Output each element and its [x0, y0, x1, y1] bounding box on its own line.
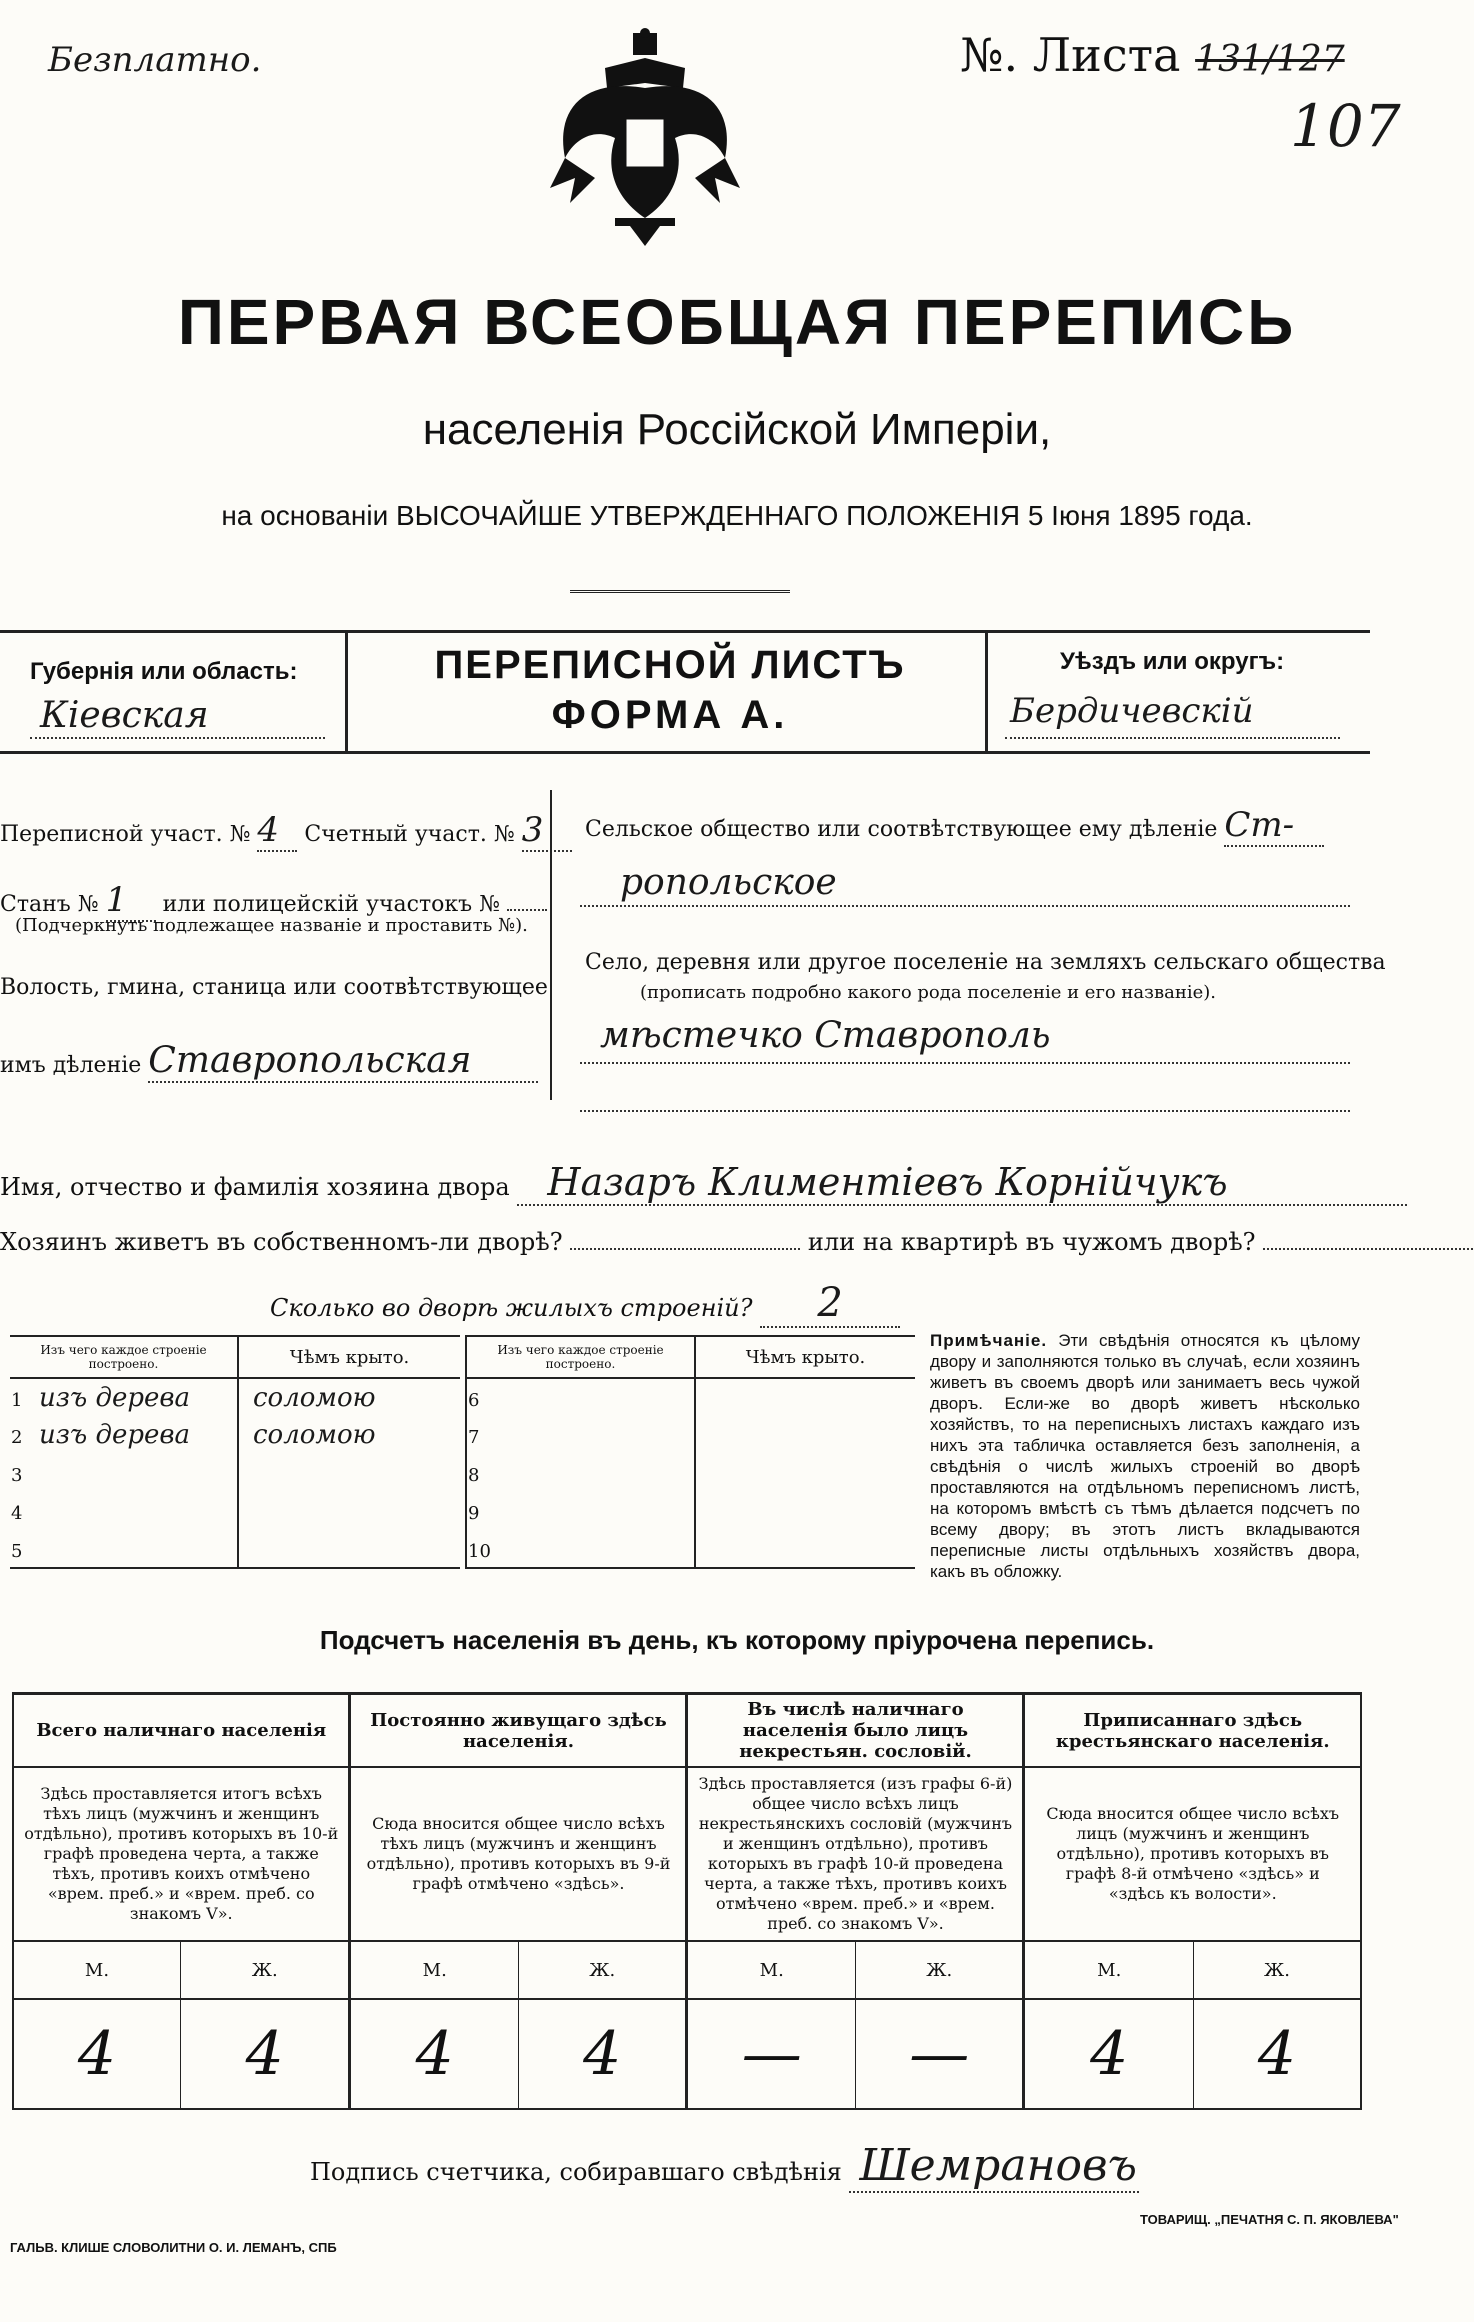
- form-title: ПЕРЕПИСНОЙ ЛИСТЪ: [434, 643, 906, 687]
- form-subtitle: ФОРМА А.: [551, 693, 789, 737]
- ornament-divider: [570, 590, 790, 607]
- buildings-value: 2: [760, 1280, 900, 1328]
- sheet-number-struck: 131/127: [1195, 39, 1345, 80]
- volost-value: Ставропольская: [148, 1040, 538, 1083]
- col-roof-header: Чѣмъ крыто.: [289, 1346, 410, 1368]
- building-row: [10, 1530, 460, 1568]
- col-material-header: Изъ чего каждое строеніе построено.: [10, 1336, 238, 1378]
- building-number: 2: [11, 1427, 23, 1448]
- summary-column-header: Всего наличнаго населенія: [13, 1694, 350, 1768]
- col-material-header: Изъ чего каждое строеніе построено.: [466, 1336, 695, 1378]
- volost-label-2: имъ дѣленіе: [0, 1053, 142, 1078]
- building-number: 8: [468, 1465, 480, 1486]
- building-number: 4: [11, 1503, 23, 1524]
- building-roof: соломою: [253, 1420, 376, 1450]
- free-mark: Безплатно.: [48, 40, 262, 80]
- building-material: изъ дерева: [39, 1420, 191, 1450]
- sheet-label: №. Листа: [960, 28, 1181, 82]
- footer-left: ГАЛЬВ. КЛИШЕ СЛОВОЛИТНИ О. И. ЛЕМАНЪ, СПБ: [10, 2240, 337, 2255]
- building-row: [466, 1378, 915, 1416]
- right-fields: [580, 790, 1386, 1120]
- census-subtitle: населенія Россійской Имперіи,: [422, 405, 1052, 454]
- col-roof-header: Чѣмъ крыто.: [745, 1346, 866, 1368]
- sheet-number-handwritten: 107: [1290, 92, 1401, 160]
- male-label: М.: [1024, 1941, 1194, 1999]
- obshchestvo-label: Сельское общество или соотвѣтствующее ему дѣленіе: [585, 817, 1218, 842]
- selo-value: мѣстечко Ставрополь: [600, 1015, 1051, 1056]
- summary-column-description: Здѣсь проставляется итогъ всѣхъ тѣхъ лицъ (мужчинъ и женщинъ отдѣльно), противъ которыхъ въ 10-й графѣ проведена черта, а также тѣхъ, противъ коихъ отмѣчено «врем. преб.» и «врем. преб. со знакомъ V».: [13, 1767, 350, 1941]
- female-label: Ж.: [1264, 1959, 1290, 1981]
- building-row: [466, 1416, 915, 1454]
- rent-label: или на квартирѣ въ чужомъ дворѣ?: [807, 1228, 1256, 1256]
- buildings-table-right: [465, 1335, 915, 1569]
- obshchestvo-value-1: Ст-: [1224, 805, 1324, 847]
- census-title: ПЕРВАЯ ВСЕОБЩАЯ ПЕРЕПИСЬ: [177, 286, 1297, 358]
- summary-column-description: Сюда вносится общее число всѣхъ тѣхъ лицъ (мужчинъ и женщинъ отдѣльно), противъ которыхъ въ 9-й графѣ отмѣчено «здѣсь».: [350, 1767, 687, 1941]
- selo-note: (прописать подробно какого рода поселеніе и его названіе).: [640, 982, 1216, 1003]
- male-count: —: [687, 1999, 856, 2109]
- sheet-number: [960, 28, 1345, 82]
- buildings-table-left: [10, 1335, 460, 1569]
- building-row: [10, 1454, 460, 1492]
- building-row: [466, 1454, 915, 1492]
- building-number: 3: [11, 1465, 23, 1486]
- schetny-uchast-label: Счетный участ. №: [304, 822, 515, 847]
- male-label: М.: [687, 1941, 856, 1999]
- female-count: 4: [1257, 2019, 1297, 2089]
- footer-right: ТОВАРИЩ. „ПЕЧАТНЯ С. П. ЯКОВЛЕВА": [1140, 2212, 1399, 2227]
- male-count: 4: [1024, 1999, 1194, 2109]
- building-number: 6: [468, 1389, 480, 1411]
- female-count: —: [855, 1999, 1024, 2109]
- female-label: Ж.: [180, 1941, 350, 1999]
- building-number: 7: [468, 1427, 480, 1448]
- building-number: 1: [11, 1389, 23, 1411]
- building-row: [10, 1416, 460, 1454]
- selo-label: Село, деревня или другое поселеніе на земляхъ сельскаго общества: [585, 950, 1386, 975]
- stan-value: 1: [106, 880, 156, 922]
- gubernia-label: Губернія или область:: [30, 658, 298, 685]
- police-uchastok-label: или полицейскій участокъ №: [162, 892, 500, 917]
- column-divider: [550, 790, 552, 1100]
- female-label: Ж.: [518, 1941, 687, 1999]
- summary-column-description: Сюда вносится общее число всѣхъ лицъ (мужчинъ и женщинъ отдѣльно), противъ которыхъ въ графѣ 8-й отмѣчено «здѣсь» и «здѣсь къ волости».: [1046, 1804, 1340, 1903]
- female-count: 4: [518, 1999, 687, 2109]
- building-row: [10, 1492, 460, 1530]
- underline-note: (Подчеркнуть подлежащее названіе и проставить №).: [15, 915, 528, 936]
- male-count: 4: [350, 1999, 519, 2109]
- stan-label: Станъ №: [0, 892, 99, 917]
- gubernia-value: Кіевская: [40, 695, 209, 736]
- form-header-box: [0, 630, 1370, 754]
- female-count: 4: [180, 1999, 350, 2109]
- summary-column-description: Здѣсь проставляется (изъ графы 6-й) общее число всѣхъ лицъ некрестьянскихъ сословій (мужчинъ и женщинъ отдѣльно), противъ которыхъ въ графѣ 10-й проведена черта, а также тѣхъ, противъ коихъ отмѣчено «врем. преб.» и «врем. преб. со знакомъ V».: [687, 1767, 1024, 1941]
- perepisnoy-uchast-value: 4: [257, 810, 297, 852]
- summary-title: Подсчетъ населенія въ день, къ которому пріурочена перепись.: [319, 1625, 1155, 1655]
- summary-column-header: Въ числѣ наличнаго населенія было лицъ некрестьян. сословій.: [687, 1694, 1024, 1768]
- building-number: 9: [468, 1503, 480, 1524]
- owner-name-value: Назаръ Климентіевъ Корнійчукъ: [517, 1160, 1407, 1206]
- owner-name-label: Имя, отчество и фамилія хозяина двора: [0, 1173, 510, 1201]
- signature-value: Шемрановъ: [849, 2140, 1139, 2193]
- building-material: изъ дерева: [39, 1382, 191, 1413]
- building-roof: соломою: [253, 1382, 376, 1413]
- note-block: [930, 1330, 1360, 1582]
- summary-column-header: Постоянно живущаго здѣсь населенія.: [350, 1694, 687, 1768]
- obshchestvo-value-2: ропольское: [620, 862, 837, 903]
- owner-section: [0, 1150, 1400, 1330]
- perepisnoy-uchast-label: Переписной участ. №: [0, 822, 251, 847]
- building-row: [466, 1492, 915, 1530]
- schetny-uchast-value: 3: [522, 810, 572, 852]
- coat-of-arms-emblem: [545, 28, 745, 248]
- uezd-label: Уѣздъ или округъ:: [1060, 648, 1285, 675]
- building-number: 10: [468, 1540, 491, 1562]
- building-number: 5: [11, 1540, 23, 1562]
- summary-table: [12, 1692, 1362, 2110]
- note-heading: Примѣчаніе.: [930, 1331, 1048, 1350]
- census-basis: на основаніи ВЫСОЧАЙШЕ УТВЕРЖДЕННАГО ПОЛОЖЕНІЯ 5 Іюня 1895 года.: [221, 500, 1253, 531]
- summary-column-header: Приписаннаго здѣсь крестьянскаго населенія.: [1055, 1709, 1330, 1752]
- male-label: М.: [350, 1941, 519, 1999]
- uezd-value: Бердичевскій: [1010, 691, 1254, 731]
- left-fields: [0, 790, 548, 1120]
- male-label: М.: [13, 1941, 180, 1999]
- building-row: [466, 1530, 915, 1568]
- male-count: 4: [13, 1999, 180, 2109]
- own-yard-label: Хозяинъ живетъ въ собственномъ-ли дворѣ?: [0, 1228, 563, 1256]
- building-row: [10, 1378, 460, 1416]
- buildings-label: Сколько во дворѣ жилыхъ строеній?: [270, 1294, 753, 1322]
- signature-label: Подпись счетчика, собиравшаго свѣдѣнія: [310, 2158, 842, 2186]
- volost-label: Волость, гмина, станица или соотвѣтствующее: [0, 975, 548, 1000]
- note-text: Эти свѣдѣнія относятся къ цѣлому двору и заполняются только въ случаѣ, если хозяинъ живетъ въ своемъ дворѣ или занимаетъ весь чужой дворъ. Если-же во дворѣ живетъ нѣсколько хозяйствъ, то на переписныхъ листахъ каждаго изъ нихъ эта табличка оставляется безъ заполненія, а свѣдѣнія о числѣ жилыхъ строеній во дворѣ проставляются на отдѣльномъ переписномъ листѣ, на которомъ вмѣстѣ съ тѣмъ дѣлается подсчетъ по всему двору; въ этотъ листъ вкладываются переписные листы отдѣльныхъ хозяйствъ двора, какъ въ обложку.: [930, 1331, 1360, 1581]
- female-label: Ж.: [855, 1941, 1024, 1999]
